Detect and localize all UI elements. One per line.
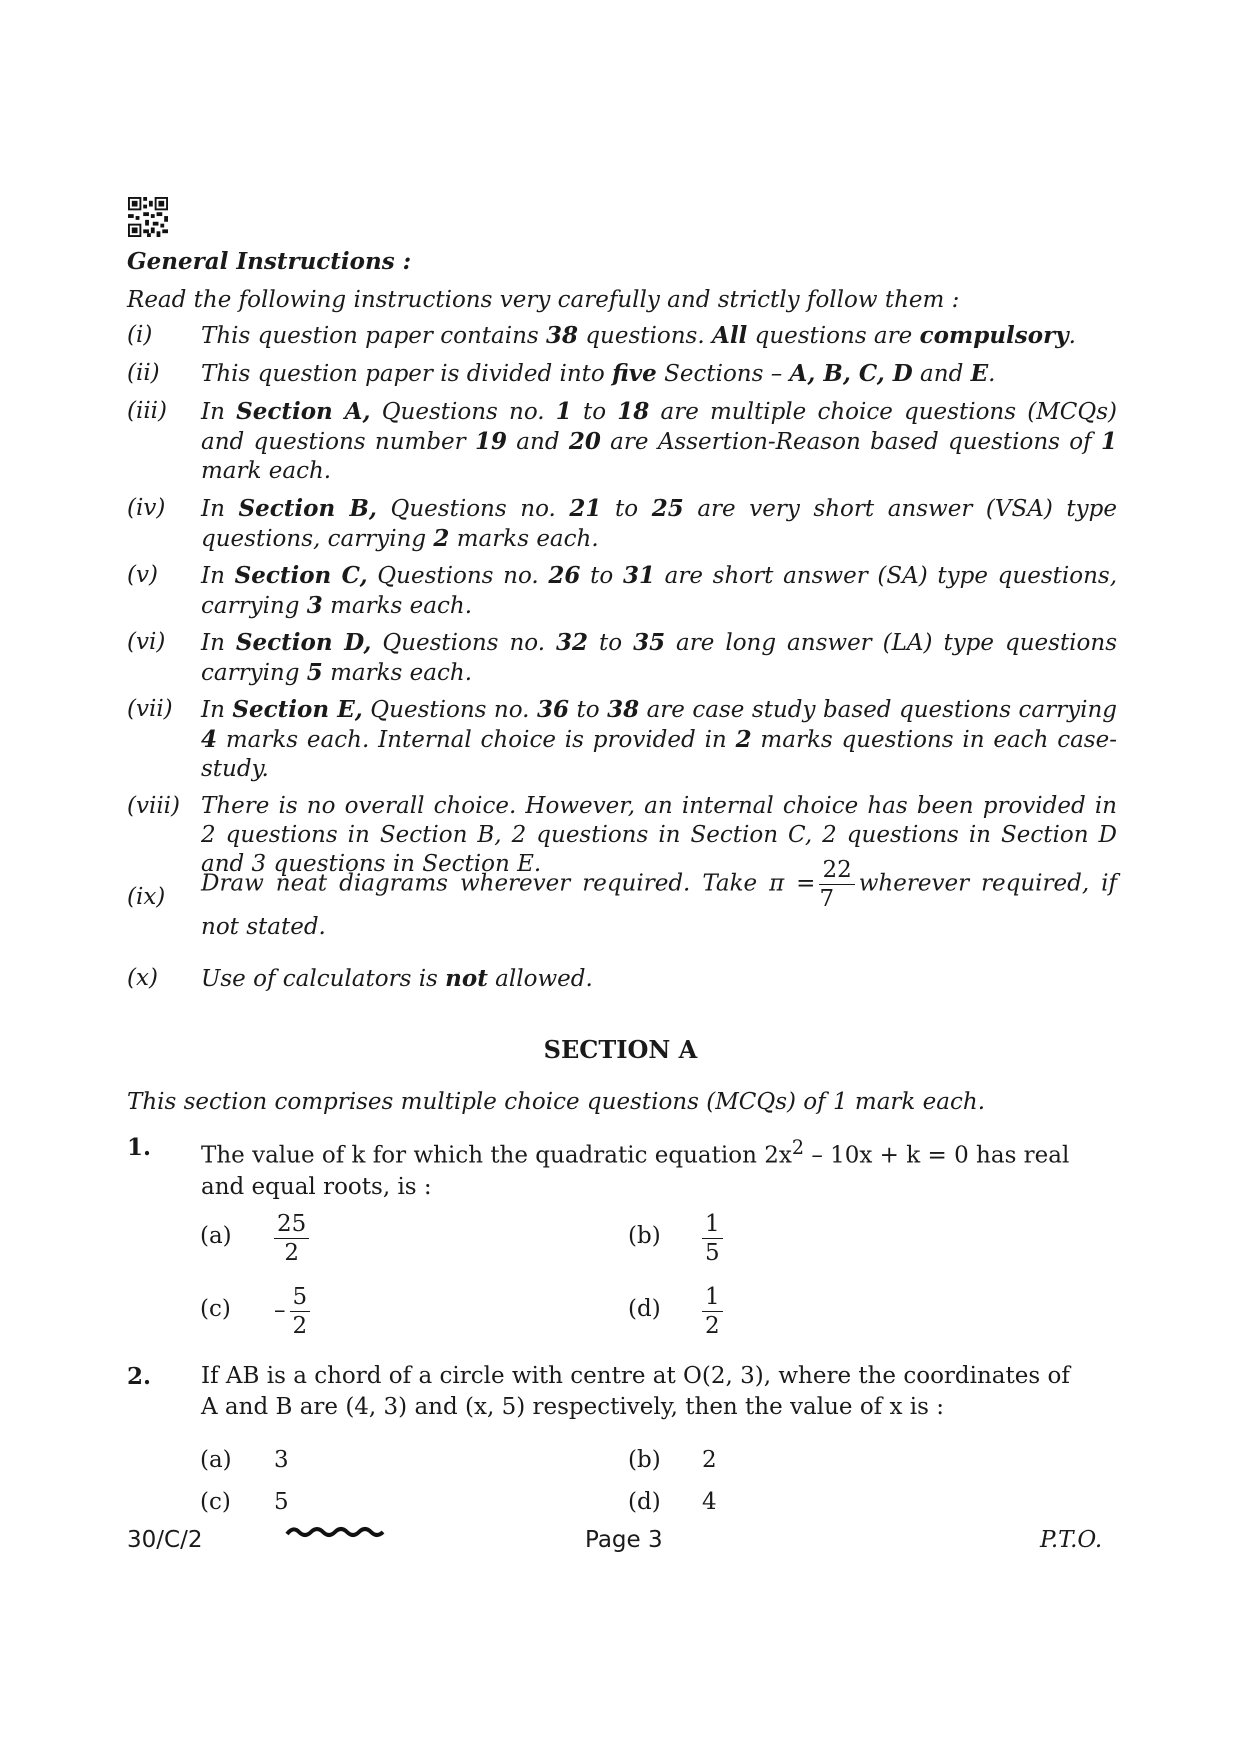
option-value: $\frac{1}{2}$ — [702, 1283, 723, 1340]
instruction-number: (iii) — [127, 398, 168, 424]
instruction-number: (x) — [127, 965, 158, 991]
option-label: (d) — [628, 1489, 661, 1515]
instruction-number: (vi) — [127, 629, 166, 655]
option-label: (b) — [628, 1223, 661, 1249]
wave-ornament-icon — [285, 1520, 385, 1546]
option-value: 4 — [702, 1489, 717, 1515]
instruction-text: In Section C, Questions no. 26 to 31 are short answer (SA) type questions, carrying 3 marks each. — [201, 562, 1118, 619]
option-value: 3 — [274, 1447, 289, 1473]
option-label: (c) — [200, 1489, 231, 1515]
page-number: Page 3 — [585, 1527, 663, 1553]
option-label: (a) — [200, 1447, 232, 1473]
instruction-text: In Section A, Questions no. 1 to 18 are multiple choice questions (MCQs) and questions number 19 and 20 are Assertion-Reason based questions of 1 mark each. — [201, 398, 1117, 484]
pto-label: P.T.O. — [1040, 1527, 1103, 1553]
instruction-text: Draw neat diagrams wherever required. Take π = $\frac{22}{7}$ wherever required, if not stated. — [201, 857, 1118, 940]
option-label: (c) — [200, 1296, 231, 1322]
instruction-number: (v) — [127, 562, 158, 588]
option-value: $\frac{1}{5}$ — [702, 1210, 723, 1267]
general-instructions-title: General Instructions : — [127, 248, 412, 275]
pi-fraction: $\frac{22}{7}$ — [819, 856, 854, 913]
instruction-text: In Section E, Questions no. 36 to 38 are case study based questions carrying 4 marks each. Internal choice is provided in 2 marks questions in each case-study. — [201, 696, 1117, 782]
option-label: (a) — [200, 1223, 232, 1249]
instruction-number: (i) — [127, 322, 153, 348]
instruction-number: (ix) — [127, 884, 166, 910]
option-label: (d) — [628, 1296, 661, 1322]
question-number: 2. — [127, 1363, 152, 1390]
question-text: If AB is a chord of a circle with centre at O(2, 3), where the coordinates of A and B are (4, 3) and (x, 5) respectively, then the value of x is : — [201, 1363, 1070, 1420]
instruction-text: In Section B, Questions no. 21 to 25 are very short answer (VSA) type questions, carrying 2 marks each. — [201, 495, 1118, 552]
option-value: 2 — [702, 1447, 717, 1473]
paper-code: 30/C/2 — [127, 1527, 203, 1553]
option-value: $\frac{25}{2}$ — [274, 1210, 309, 1267]
section-title: SECTION A — [543, 1035, 698, 1064]
instruction-number: (viii) — [127, 793, 181, 819]
section-description: This section comprises multiple choice questions (MCQs) of 1 mark each. — [127, 1089, 986, 1115]
option-label: (b) — [628, 1447, 661, 1473]
qr-code-icon — [128, 197, 168, 237]
instruction-text: This question paper is divided into five Sections – A, B, C, D and E. — [201, 360, 996, 387]
option-value: 5 — [274, 1489, 289, 1515]
instruction-text: In Section D, Questions no. 32 to 35 are long answer (LA) type questions carrying 5 marks each. — [201, 629, 1118, 686]
option-value: – $\frac{5}{2}$ — [274, 1283, 310, 1340]
instruction-number: (vii) — [127, 696, 173, 722]
general-instructions-lead: Read the following instructions very carefully and strictly follow them : — [127, 287, 960, 313]
question-number: 1. — [127, 1134, 152, 1161]
instruction-text: Use of calculators is not allowed. — [201, 965, 593, 992]
instruction-number: (iv) — [127, 495, 166, 521]
question-text: The value of k for which the quadratic equation $2x^2 - 10x + k = 0$ has real and equal roots, is : — [201, 1136, 1070, 1200]
instruction-number: (ii) — [127, 360, 160, 386]
instruction-text: There is no overall choice. However, an internal choice has been provided in 2 questions in Section B, 2 questions in Section C, 2 questions in Section D and 3 questions in Section E. — [201, 793, 1117, 877]
instruction-text: This question paper contains 38 questions. All questions are compulsory. — [201, 322, 1076, 349]
